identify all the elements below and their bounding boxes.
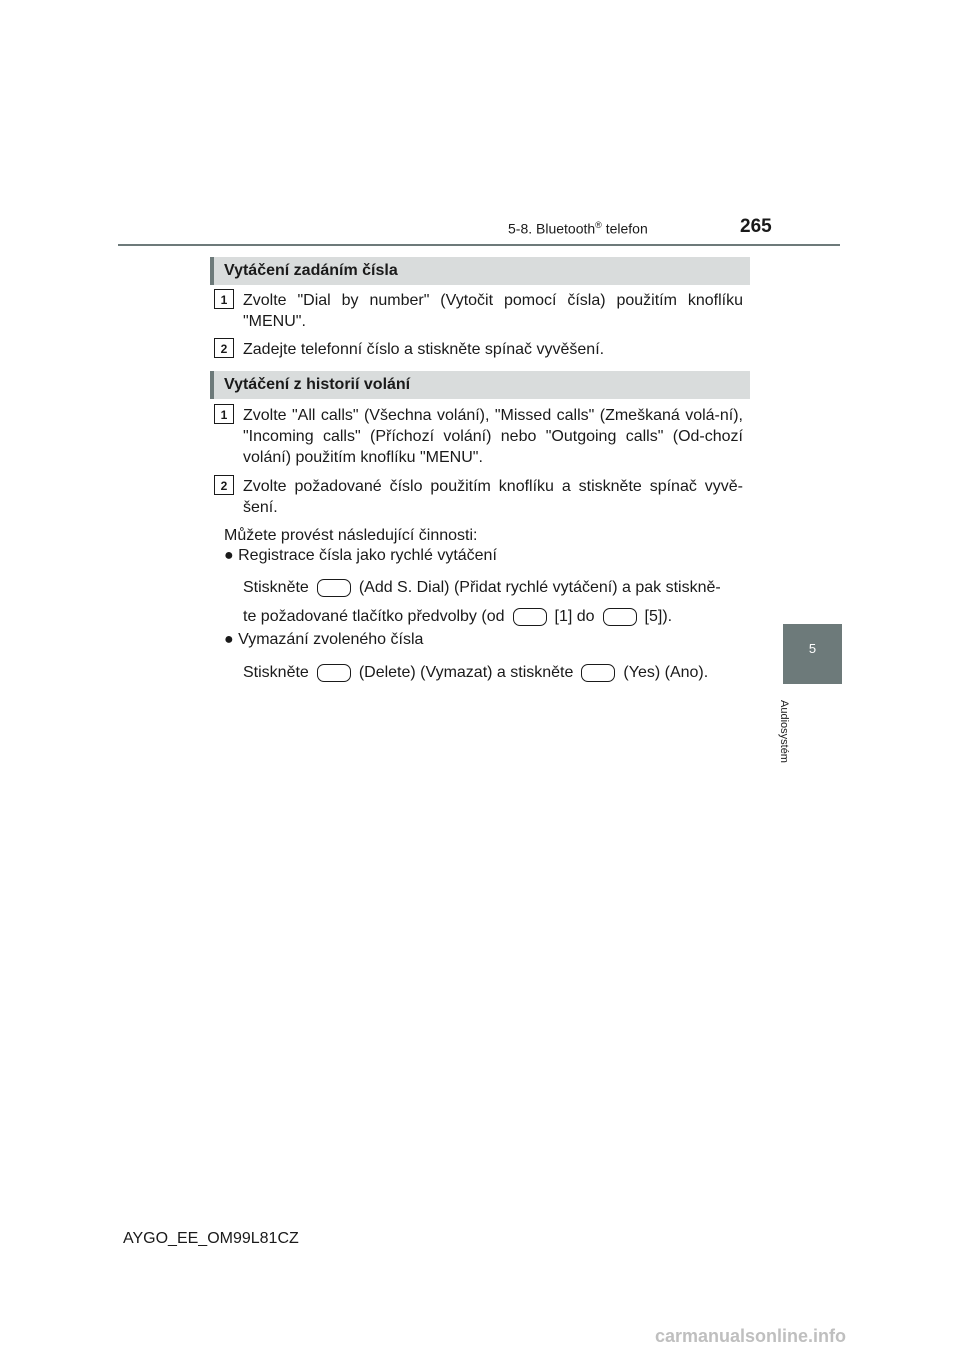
step-text: Zvolte požadované číslo použitím knoflíku a stiskněte spínač vyvě-šení.: [243, 478, 743, 516]
instruction-text: Stiskněte: [243, 579, 309, 596]
step-text: Zadejte telefonní číslo a stiskněte spínač vyvěšení.: [243, 341, 605, 358]
instruction-line: [243, 577, 721, 598]
screen-button-icon: [581, 664, 615, 682]
bullet-item: [224, 631, 423, 649]
instruction-line: [243, 662, 708, 683]
instruction-text: Stiskněte: [243, 664, 309, 681]
section-title-bar: Vytáčení zadáním čísla: [210, 257, 750, 285]
bullet-title: Vymazání zvoleného čísla: [238, 631, 424, 648]
bullet-icon: ●: [224, 547, 234, 564]
screen-button-icon: [317, 664, 351, 682]
bullet-item: [224, 547, 497, 565]
watermark: carmanualsonline.info: [655, 1326, 847, 1346]
instruction-text: (Delete) (Vymazat) a stiskněte: [358, 664, 574, 681]
actions-intro: Můžete provést následující činnosti:: [224, 527, 478, 544]
step-text: Zvolte "All calls" (Všechna volání), "Missed calls" (Zmeškaná volá-ní), "Incoming calls" (Příchozí volání) nebo "Outgoing calls" (Od-chozí volání) použitím knoflíku "MENU".: [243, 407, 743, 466]
instruction-text: te požadované tlačítko předvolby (od: [243, 608, 505, 625]
screen-button-icon: [317, 579, 351, 597]
chapter-tab-label: Audiosystém: [778, 700, 790, 763]
bullet-title: Registrace čísla jako rychlé vytáčení: [238, 547, 497, 564]
header-divider: [118, 244, 840, 246]
section-title-bar: Vytáčení z historií volání: [210, 371, 750, 399]
instruction-text: [1] do: [554, 608, 595, 625]
page-number: 265: [740, 216, 772, 237]
screen-button-icon: [603, 608, 637, 626]
chapter-tab-label-wrap: [780, 700, 810, 820]
registered-mark: ®: [595, 220, 602, 230]
chapter-tab: 5: [783, 624, 842, 684]
bullet-icon: ●: [224, 631, 234, 648]
instruction-text: (Add S. Dial) (Přidat rychlé vytáčení) a pak stiskně-: [358, 579, 721, 596]
section-header-text: 5-8. Bluetooth: [508, 220, 596, 237]
step-text: Zvolte "Dial by number" (Vytočit pomocí čísla) použitím knoflíku "MENU".: [243, 292, 743, 330]
step-number: 2: [214, 338, 234, 358]
step-number: 1: [214, 289, 234, 309]
document-code: AYGO_EE_OM99L81CZ: [123, 1230, 299, 1247]
step-number: 1: [214, 404, 234, 424]
instruction-line: [243, 606, 672, 627]
section-header-suffix: telefon: [601, 220, 648, 237]
instruction-text: (Yes) (Ano).: [623, 664, 709, 681]
screen-button-icon: [513, 608, 547, 626]
instruction-text: [5]).: [644, 608, 673, 625]
step-number: 2: [214, 475, 234, 495]
section-header: [508, 220, 648, 237]
